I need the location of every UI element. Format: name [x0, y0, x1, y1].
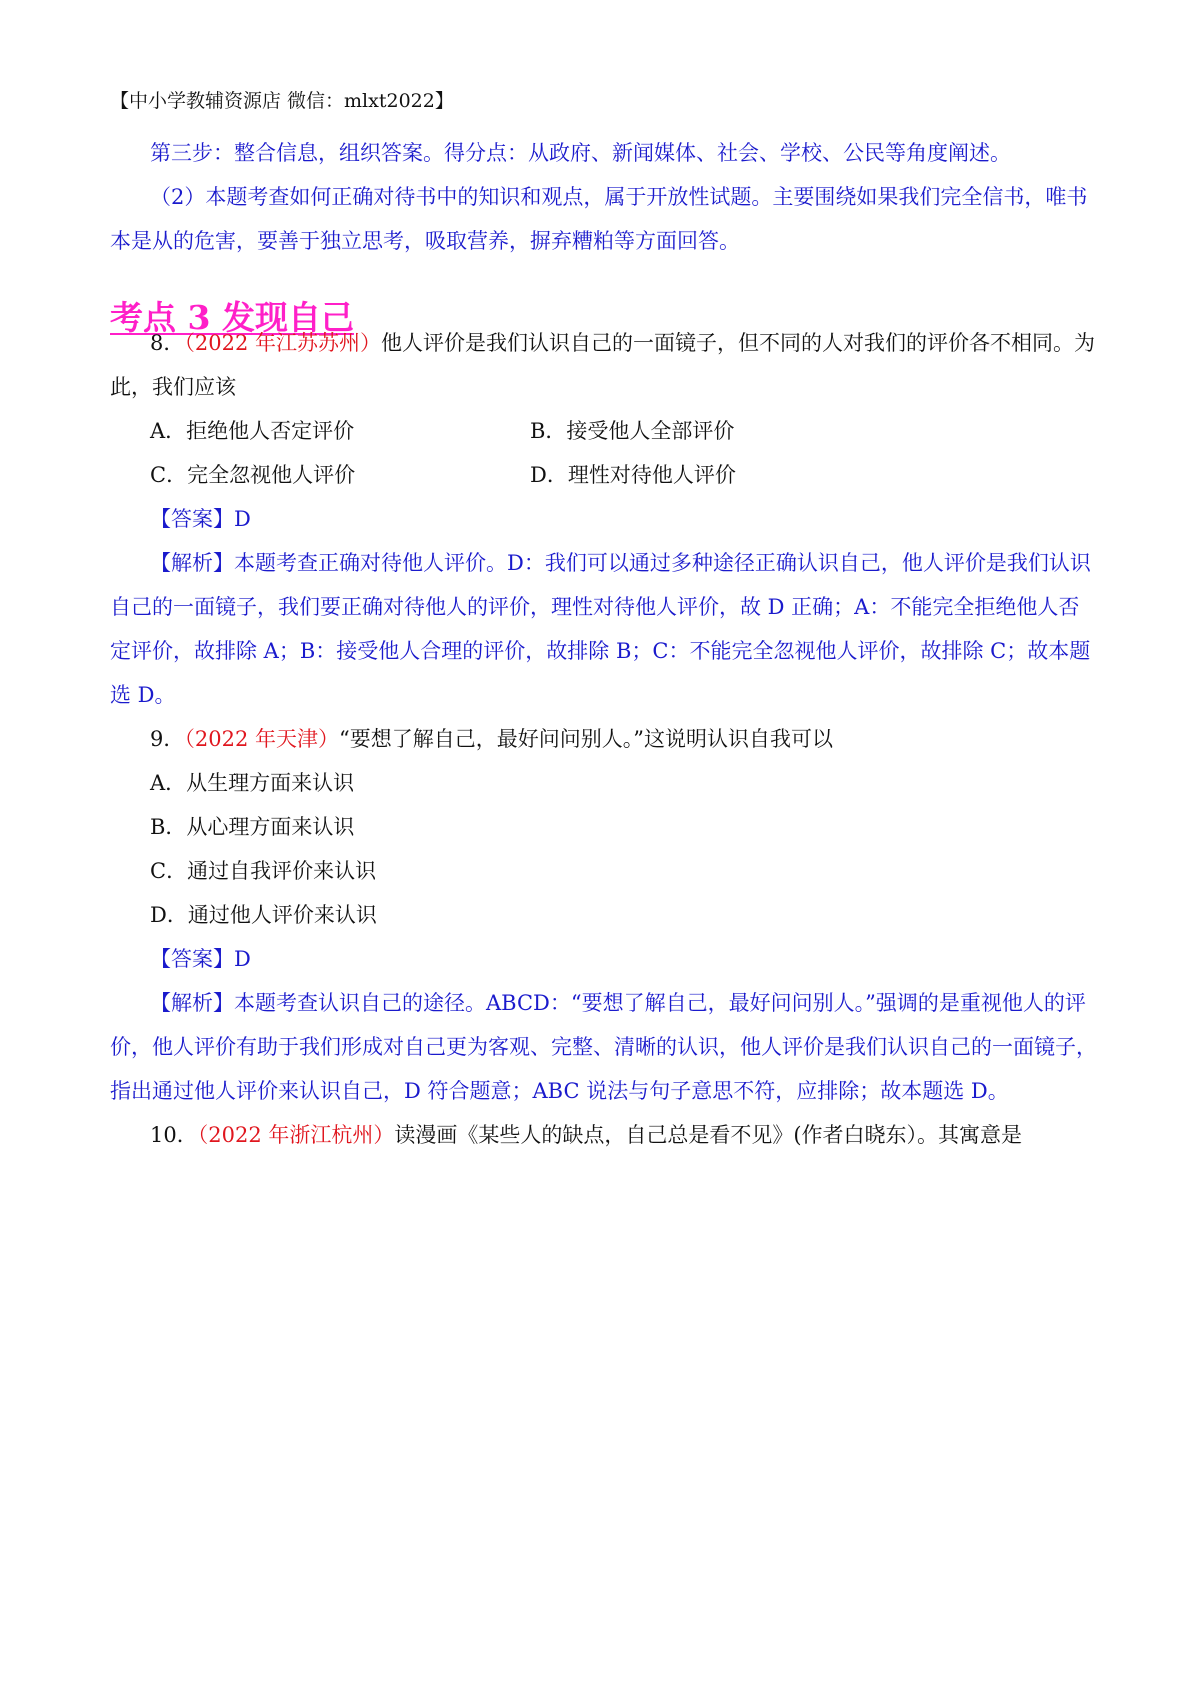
question-8-options — [150, 408, 1050, 502]
q8-analysis-line3: 定评价，故排除 A；B：接受他人合理的评价，故排除 B；C：不能完全忽视他人评价，故排除 C；故本题 — [110, 639, 1091, 663]
answer-value: D — [234, 507, 251, 531]
prev-part2-line1: （2）本题考查如何正确对待书中的知识和观点，属于开放性试题。主要围绕如果我们完全信书，唯书 — [150, 185, 1088, 209]
page-header: 【中小学教辅资源店 微信：mlxt2022】 — [110, 90, 454, 112]
question-8-stem-line2: 此，我们应该 — [110, 375, 236, 399]
question-10-source: （2022 年浙江杭州） — [197, 1123, 395, 1147]
q8-option-b: B．接受他人全部评价 — [530, 419, 735, 443]
q9-analysis-line3: 指出通过他人评价来认识自己，D 符合题意；ABC 说法与句子意思不符，应排除；故本题选 D。 — [110, 1079, 1009, 1103]
q8-option-c: C．完全忽视他人评价 — [150, 463, 356, 487]
question-10-number: 10． — [150, 1123, 198, 1147]
q9-analysis-line1 — [110, 980, 1140, 1027]
q9-option-b: B．从心理方面来认识 — [150, 815, 355, 839]
question-8-number: 8． — [150, 331, 185, 355]
q8-option-d: D．理性对待他人评价 — [530, 463, 736, 487]
analysis-text: 本题考查正确对待他人评价。D：我们可以通过多种途径正确认识自己，他人评价是我们认识 — [234, 551, 1091, 575]
q9-analysis-line2: 价，他人评价有助于我们形成对自己更为客观、完整、清晰的认识，他人评价是我们认识自己的一面镜子， — [110, 1035, 1097, 1059]
prev-step3: 第三步：整合信息，组织答案。得分点：从政府、新闻媒体、社会、学校、公民等角度阐述。 — [150, 141, 1011, 165]
q9-answer — [110, 936, 1140, 983]
question-10-stem — [110, 1112, 1140, 1159]
q9-option-d: D．通过他人评价来认识 — [150, 903, 377, 927]
section-title: 考点 3 发现自己 — [110, 298, 354, 337]
question-9-text: “要想了解自己，最好问问别人。”这说明认识自我可以 — [339, 727, 833, 751]
analysis-tag: 【解析】 — [150, 551, 234, 575]
answer-value: D — [234, 947, 251, 971]
question-10-text: 读漫画《某些人的缺点，自己总是看不见》(作者白晓东）。其寓意是 — [394, 1123, 1023, 1147]
q8-analysis-line1 — [110, 540, 1140, 587]
q9-option-a: A．从生理方面来认识 — [150, 771, 355, 795]
question-9-source: （2022 年天津） — [184, 727, 339, 751]
q8-analysis-line2: 自己的一面镜子，我们要正确对待他人的评价，理性对待他人评价，故 D 正确；A：不能完全拒绝他人否 — [110, 595, 1080, 619]
q8-analysis-line4: 选 D。 — [110, 683, 176, 707]
analysis-text: 本题考查认识自己的途径。ABCD：“要想了解自己，最好问问别人。”强调的是重视他人的评 — [234, 991, 1086, 1015]
question-8-stem-line1 — [110, 320, 1140, 367]
q9-option-c: C．通过自我评价来认识 — [150, 859, 377, 883]
question-9-stem — [110, 716, 1140, 763]
question-8-source: （2022 年江苏苏州） — [184, 331, 381, 355]
analysis-tag: 【解析】 — [150, 991, 234, 1015]
question-9-number: 9． — [150, 727, 185, 751]
answer-tag: 【答案】 — [150, 947, 234, 971]
question-8-stem: 他人评价是我们认识自己的一面镜子，但不同的人对我们的评价各不相同。为 — [381, 331, 1095, 355]
answer-tag: 【答案】 — [150, 507, 234, 531]
q8-answer — [110, 496, 1140, 543]
q8-option-a: A．拒绝他人否定评价 — [150, 419, 355, 443]
prev-part2-line2: 本是从的危害，要善于独立思考，吸取营养，摒弃糟粕等方面回答。 — [110, 229, 740, 253]
